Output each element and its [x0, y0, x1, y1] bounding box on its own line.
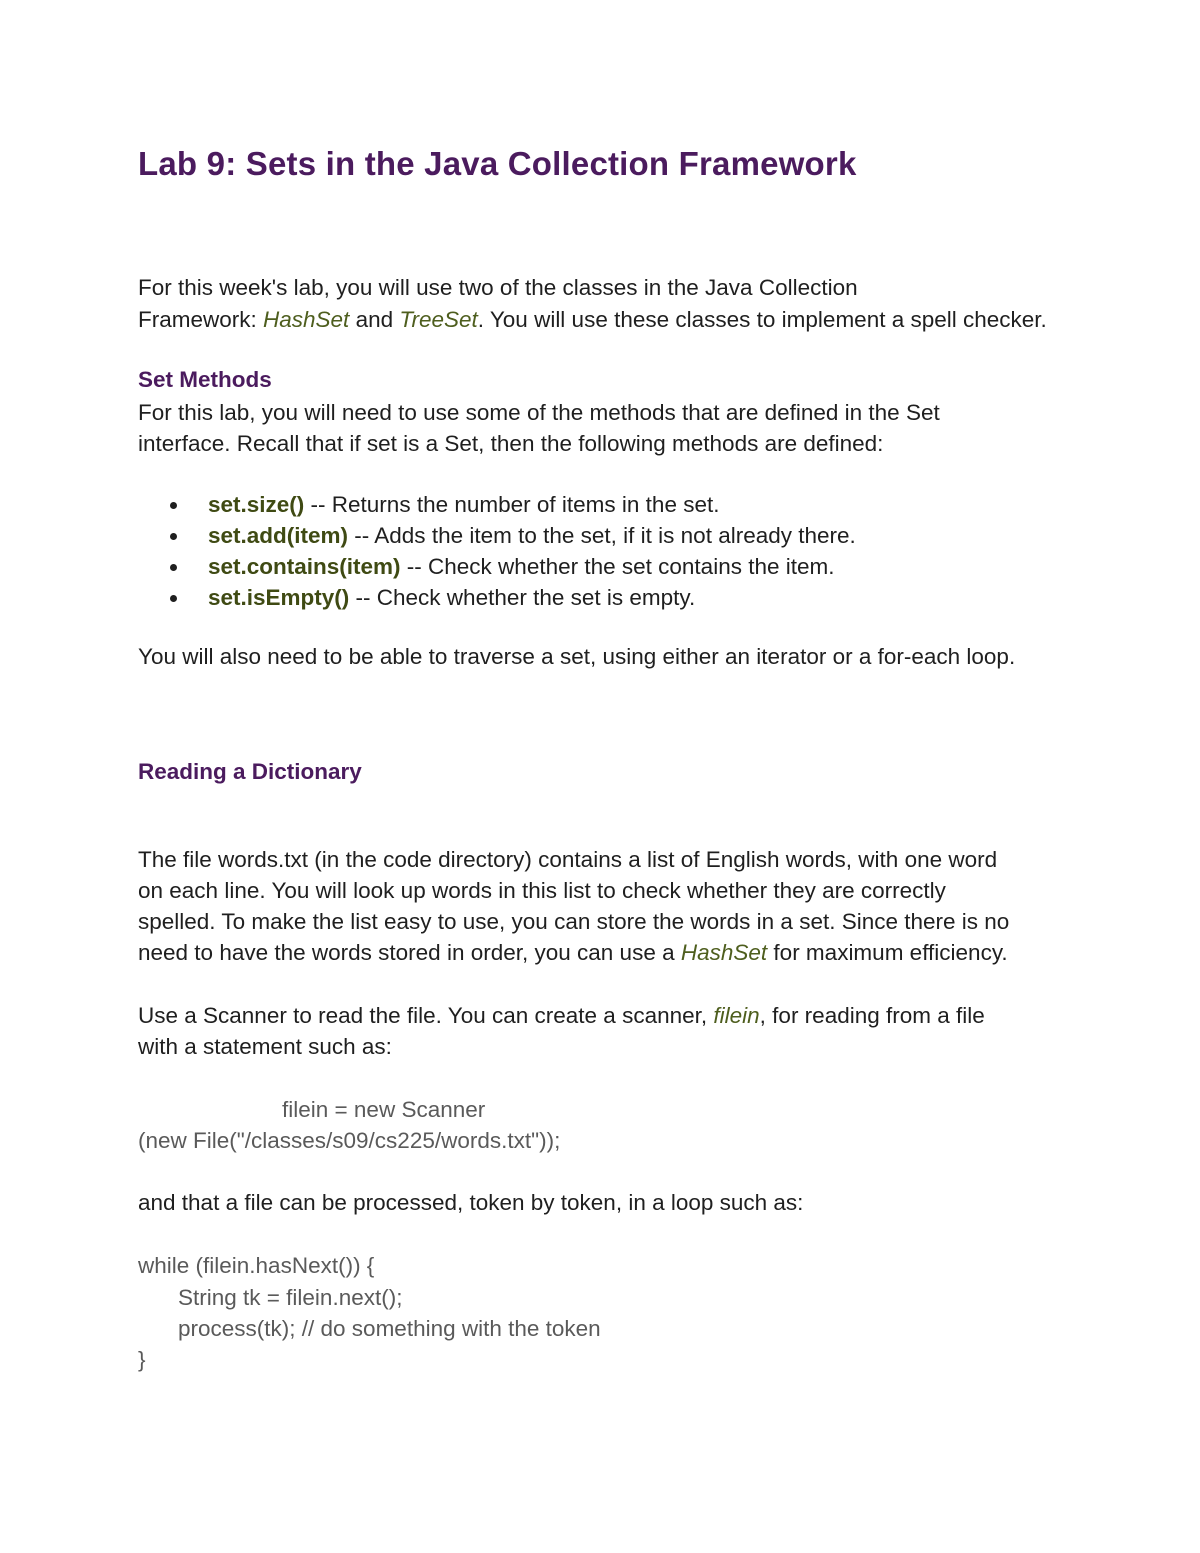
bullet-icon: [170, 564, 177, 571]
list-item: [138, 520, 856, 551]
hashset-term: HashSet: [680, 940, 768, 965]
traverse-paragraph: You will also need to be able to traverse a set, using either an iterator or a for-each loop.: [138, 644, 1016, 669]
reading-p2-line-2: with a statement such as:: [138, 1034, 392, 1059]
intro-and: and: [349, 307, 400, 332]
reading-p2-line-1: [138, 1000, 985, 1031]
set-methods-heading: Set Methods: [138, 367, 272, 392]
method-name: set.isEmpty(): [208, 585, 350, 610]
set-methods-line-2: interface. Recall that if set is a Set, then the following methods are defined:: [138, 431, 884, 456]
reading-p2-line-1-pre: Use a Scanner to read the file. You can create a scanner,: [138, 1003, 714, 1028]
filein-term: filein: [713, 1003, 760, 1028]
reading-p1-line-4-pre: need to have the words stored in order, you can use a: [138, 940, 681, 965]
set-methods-line-1: For this lab, you will need to use some of the methods that are defined in the Set: [138, 400, 940, 425]
bullet-icon: [170, 595, 177, 602]
code-loop-line-4: }: [138, 1347, 146, 1372]
intro-line-2-pre: Framework:: [138, 307, 264, 332]
code-loop-line-3: process(tk); // do something with the token: [178, 1316, 601, 1341]
bullet-icon: [170, 533, 177, 540]
reading-p3: and that a file can be processed, token by token, in a loop such as:: [138, 1190, 804, 1215]
code-scanner-line-2: (new File("/classes/s09/cs225/words.txt"));: [138, 1128, 561, 1153]
code-loop-line-2: String tk = filein.next();: [178, 1285, 403, 1310]
intro-line-1: For this week's lab, you will use two of the classes in the Java Collection: [138, 275, 858, 300]
reading-dictionary-heading: Reading a Dictionary: [138, 759, 362, 784]
method-name: set.add(item): [208, 523, 349, 548]
method-name: set.size(): [208, 492, 305, 517]
list-item: [138, 582, 856, 613]
method-description: -- Check whether the set is empty.: [349, 585, 696, 610]
reading-p1-line-3: spelled. To make the list easy to use, you can store the words in a set. Since there is no: [138, 909, 1010, 934]
method-name: set.contains(item): [208, 554, 401, 579]
reading-p1-line-4-post: for maximum efficiency.: [767, 940, 1008, 965]
list-item: [138, 551, 856, 582]
reading-p2-line-1-post: , for reading from a file: [759, 1003, 985, 1028]
intro-line-2-post: . You will use these classes to implement a spell checker.: [477, 307, 1047, 332]
method-description: -- Check whether the set contains the item.: [400, 554, 835, 579]
bullet-icon: [170, 502, 177, 509]
page-title: Lab 9: Sets in the Java Collection Framework: [138, 145, 857, 182]
method-description: -- Returns the number of items in the set.: [304, 492, 720, 517]
intro-line-2: [138, 304, 1047, 335]
reading-p1-line-1: The file words.txt (in the code directory) contains a list of English words, with one word: [138, 847, 998, 872]
reading-p1-line-4: [138, 937, 1008, 968]
reading-p1-line-2: on each line. You will look up words in this list to check whether they are correctly: [138, 878, 946, 903]
hashset-term: HashSet: [263, 307, 350, 332]
set-methods-list: [138, 489, 856, 613]
code-scanner-line-1: filein = new Scanner: [282, 1097, 486, 1122]
method-description: -- Adds the item to the set, if it is not already there.: [348, 523, 856, 548]
code-loop-line-1: while (filein.hasNext()) {: [138, 1253, 375, 1278]
list-item: [138, 489, 856, 520]
treeset-term: TreeSet: [399, 307, 478, 332]
